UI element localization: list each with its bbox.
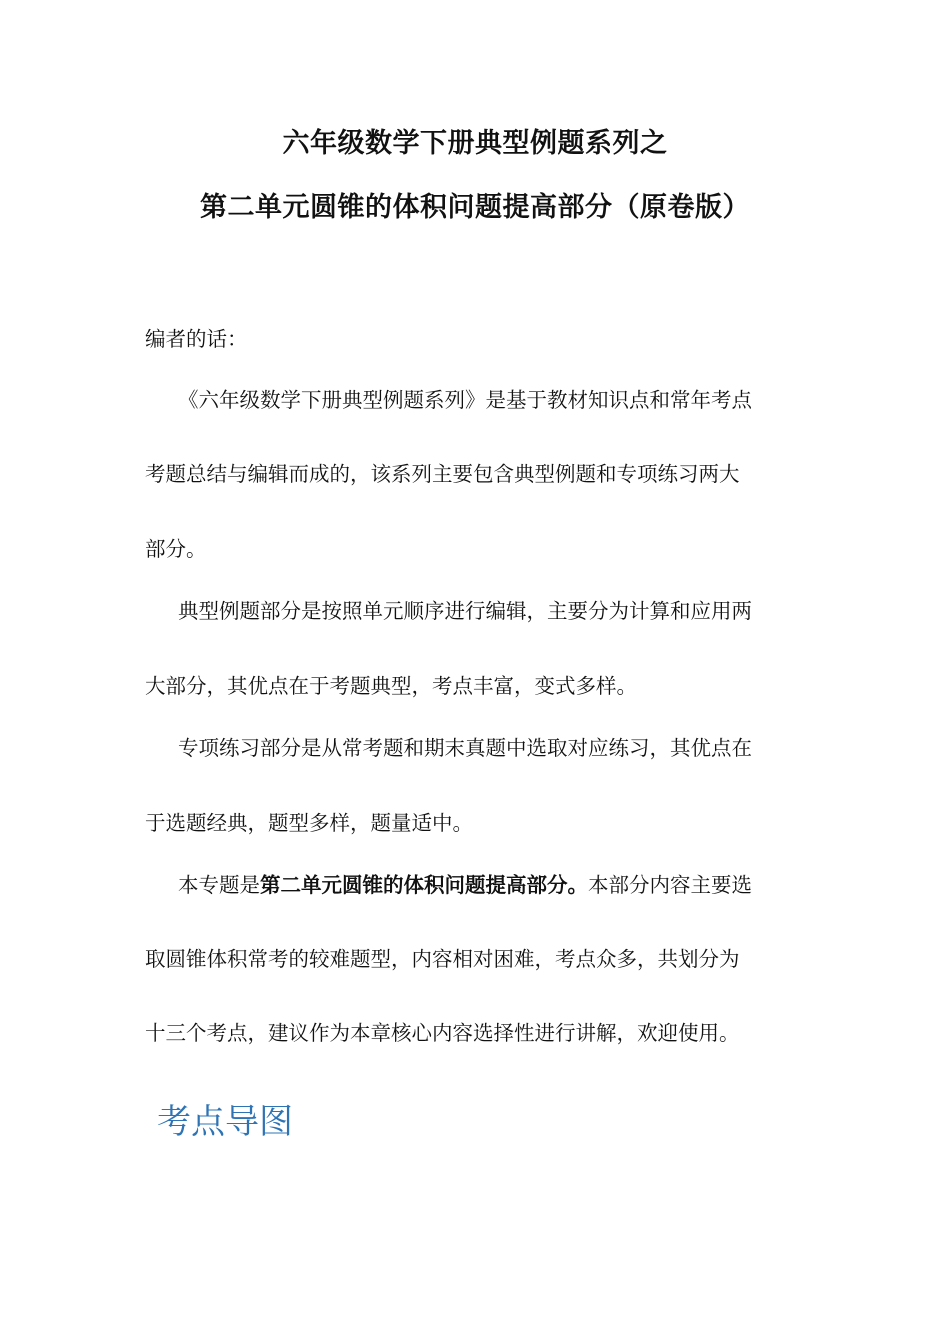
paragraph-1-line-2: 考题总结与编辑而成的，该系列主要包含典型例题和专项练习两大: [145, 462, 740, 486]
paragraph-1-line-3: 部分。: [145, 537, 207, 561]
paragraph-4-prefix: 本专题是: [178, 873, 260, 897]
paragraph-4-topic-bold: 第二单元圆锥的体积问题提高部分。: [260, 873, 588, 897]
paragraph-3-line-1: 专项练习部分是从常考题和期末真题中选取对应练习，其优点在: [178, 736, 752, 760]
paragraph-2-line-2: 大部分，其优点在于考题典型，考点丰富，变式多样。: [145, 674, 637, 698]
paragraph-3-line-2: 于选题经典，题型多样，题量适中。: [145, 811, 473, 835]
section-heading-knowledge-map: 考点导图: [157, 1102, 293, 1142]
paragraph-4-line-1: [178, 870, 818, 900]
paragraph-1-line-1: 《六年级数学下册典型例题系列》是基于教材知识点和常年考点: [178, 388, 752, 412]
paragraph-4-line-2: 取圆锥体积常考的较难题型，内容相对困难，考点众多，共划分为: [145, 947, 740, 971]
paragraph-4-suffix: 本部分内容主要选: [588, 873, 752, 897]
document-title-line-1: 六年级数学下册典型例题系列之: [282, 128, 668, 159]
editor-note-label: 编者的话：: [145, 327, 248, 351]
paragraph-2-line-1: 典型例题部分是按照单元顺序进行编辑，主要分为计算和应用两: [178, 599, 752, 623]
document-title-line-2: 第二单元圆锥的体积问题提高部分（原卷版）: [200, 192, 750, 223]
paragraph-4-line-3: 十三个考点，建议作为本章核心内容选择性进行讲解，欢迎使用。: [145, 1021, 740, 1045]
